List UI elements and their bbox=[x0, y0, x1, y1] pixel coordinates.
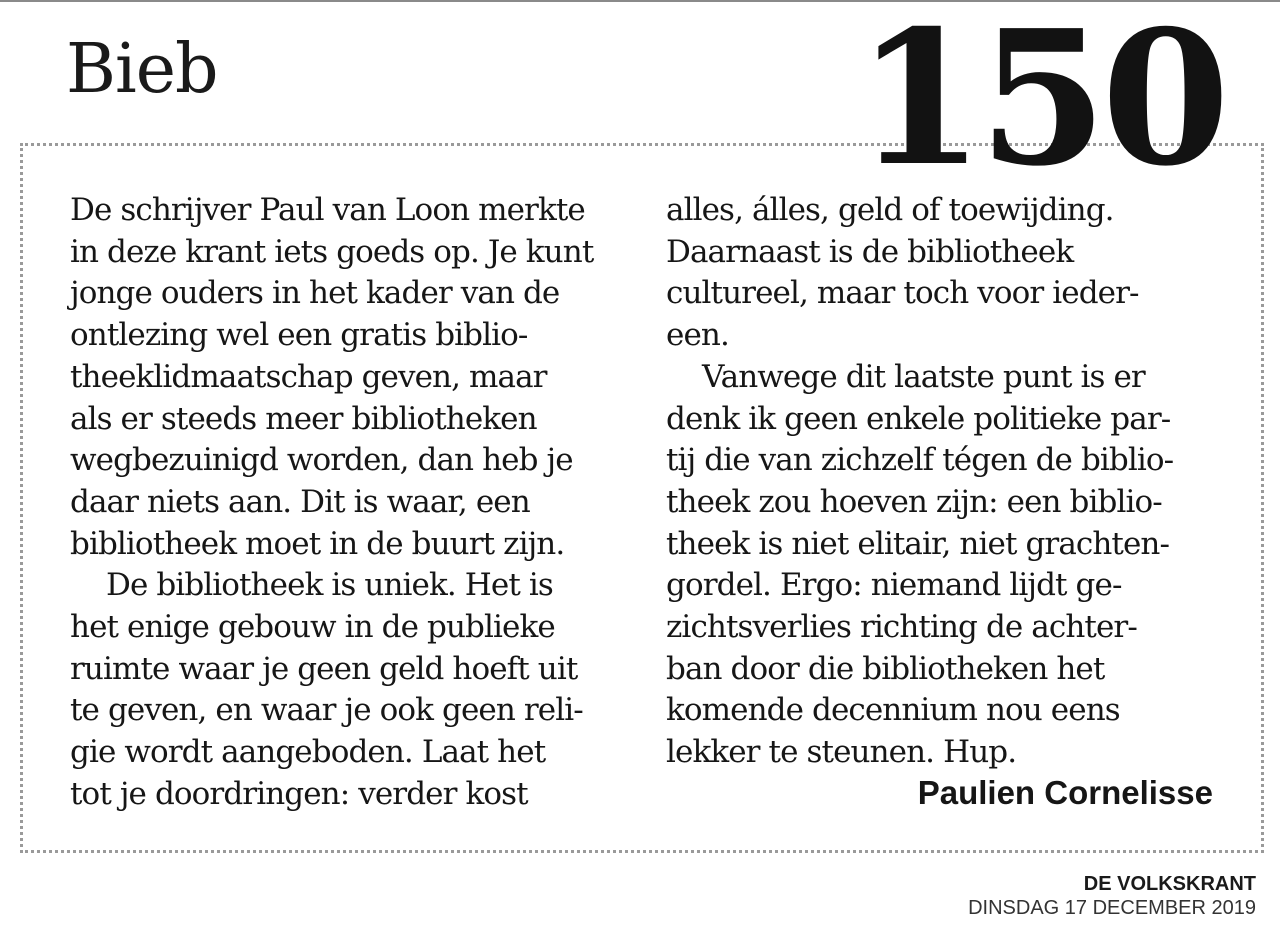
article-line: zichtsverlies richting de achter- bbox=[666, 609, 1137, 646]
article-line: De bibliotheek is uniek. Het is bbox=[106, 567, 553, 604]
article-line: tij die van zichzelf tégen de biblio- bbox=[666, 442, 1174, 479]
article-line: alles, álles, geld of toewijding. bbox=[666, 192, 1114, 228]
article-line: cultureel, maar toch voor ieder- bbox=[666, 275, 1139, 312]
column-number: 150 bbox=[855, 8, 1224, 193]
article-line: theeklidmaatschap geven, maar bbox=[70, 358, 547, 395]
article-line: ban door die bibliotheken het bbox=[666, 650, 1105, 687]
article-line: een. bbox=[666, 317, 729, 354]
article-line: het enige gebouw in de publieke bbox=[70, 609, 555, 646]
article-line: Daarnaast is de bibliotheek bbox=[666, 233, 1074, 270]
article-line: De schrijver Paul van Loon merkte bbox=[70, 192, 585, 228]
column-title: Bieb bbox=[66, 30, 218, 109]
article-line: gordel. Ergo: niemand lijdt ge- bbox=[666, 567, 1122, 604]
article-line: bibliotheek moet in de buurt zijn. bbox=[70, 525, 565, 562]
article-line: theek zou hoeven zijn: een biblio- bbox=[666, 483, 1162, 520]
article-line: als er steeds meer bibliotheken bbox=[70, 400, 537, 437]
top-rule bbox=[0, 0, 1280, 2]
article-line: ruimte waar je geen geld hoeft uit bbox=[70, 650, 578, 687]
author-byline: Paulien Cornelisse bbox=[917, 774, 1213, 811]
article-line: in deze krant iets goeds op. Je kunt bbox=[70, 233, 594, 270]
publication-footer bbox=[968, 872, 1256, 920]
article-column-left bbox=[70, 190, 630, 816]
article-column-right bbox=[666, 190, 1226, 774]
article-line: theek is niet elitair, niet grachten- bbox=[666, 525, 1170, 562]
article-line: gie wordt aangeboden. Laat het bbox=[70, 734, 546, 771]
article-line: komende decennium nou eens bbox=[666, 692, 1120, 729]
article-line: te geven, en waar je ook geen reli- bbox=[70, 692, 583, 729]
article-line: daar niets aan. Dit is waar, een bbox=[70, 483, 530, 520]
article-line: lekker te steunen. Hup. bbox=[666, 734, 1017, 771]
article-line: denk ik geen enkele politieke par- bbox=[666, 400, 1171, 437]
article-line: wegbezuinigd worden, dan heb je bbox=[70, 442, 573, 479]
article-line: tot je doordringen: verder kost bbox=[70, 775, 528, 812]
article-line: ontlezing wel een gratis biblio- bbox=[70, 317, 528, 354]
article-line: jonge ouders in het kader van de bbox=[70, 275, 560, 312]
newspaper-name: DE VOLKSKRANT bbox=[1083, 873, 1256, 895]
article-line: Vanwege dit laatste punt is er bbox=[702, 358, 1145, 395]
publication-date: DINSDAG 17 DECEMBER 2019 bbox=[968, 897, 1256, 919]
